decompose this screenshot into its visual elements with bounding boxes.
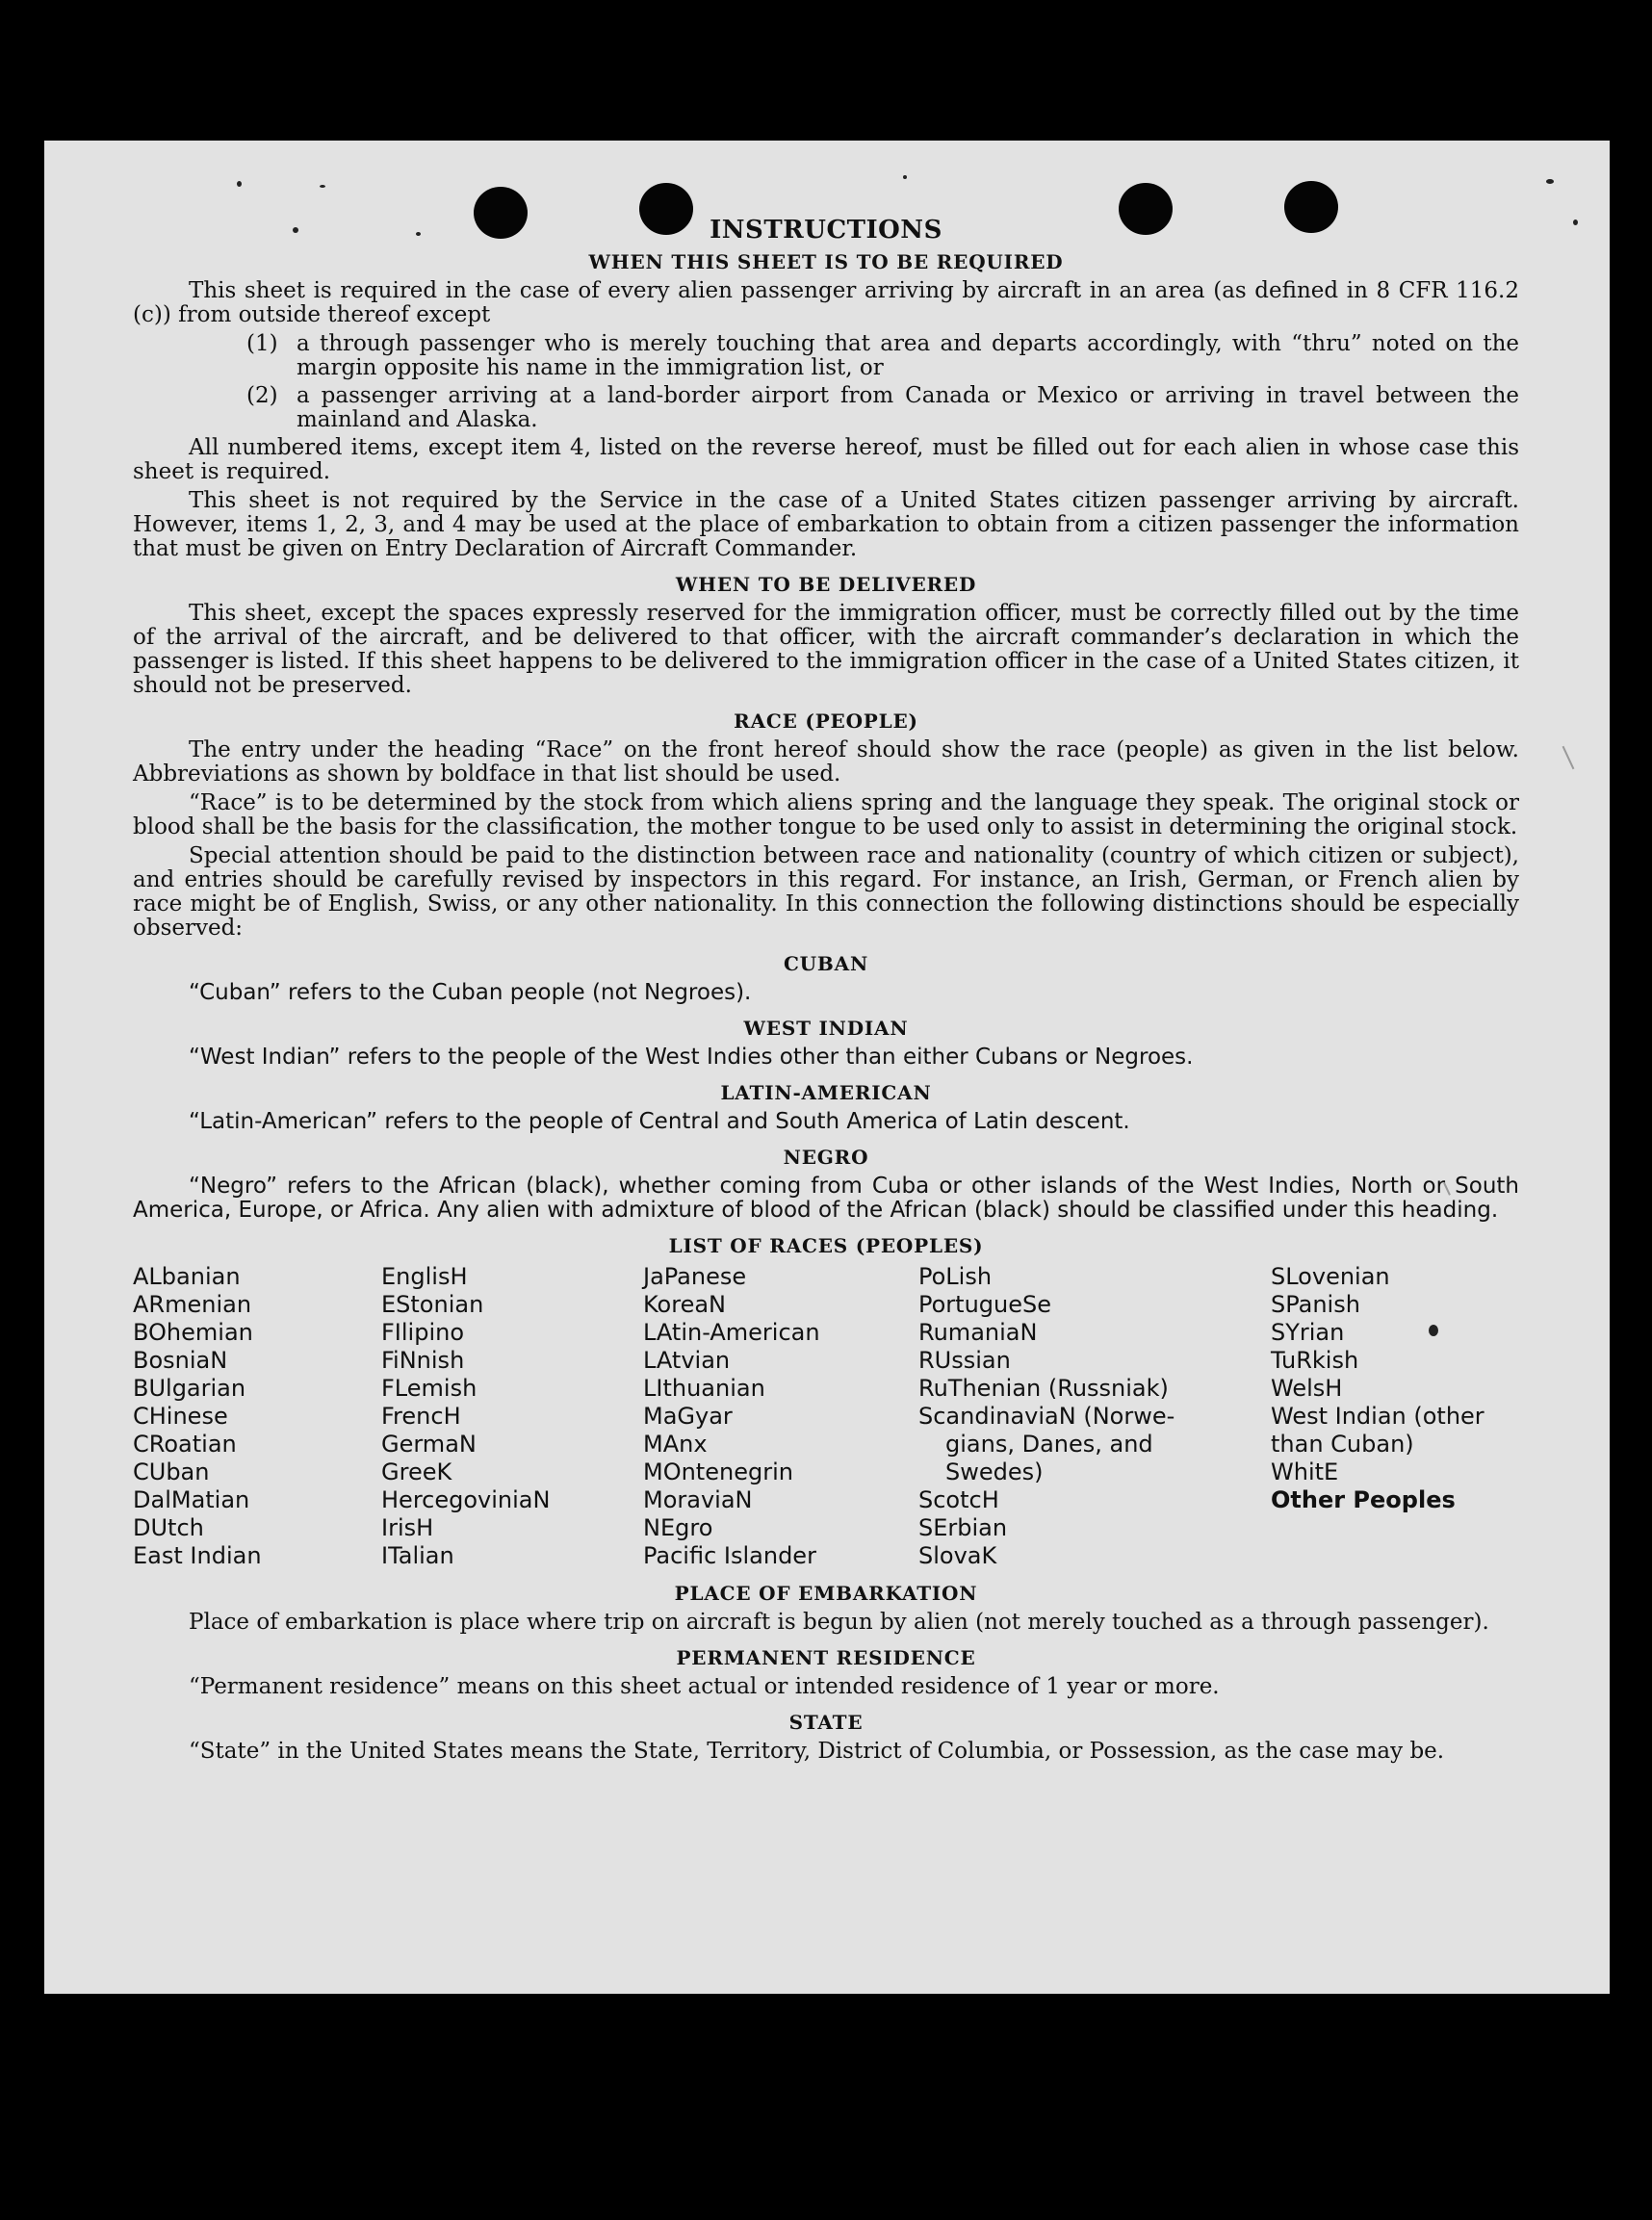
- race-entry: Pacific Islander: [643, 1542, 816, 1569]
- race-entry: MoraviaN: [643, 1486, 753, 1513]
- race-entry: LAtvian: [643, 1347, 731, 1374]
- race-column: [918, 1263, 1271, 1570]
- race-entry: PortugueSe: [918, 1291, 1051, 1318]
- race-entry: WhitE: [1271, 1458, 1339, 1485]
- definition: “Latin-American” refers to the people of Central and South America of Latin descent.: [189, 1109, 1130, 1134]
- speck: [1573, 219, 1578, 225]
- race-entry: ALbanian: [133, 1263, 241, 1290]
- section-heading: LIST OF RACES (PEOPLES): [668, 1234, 984, 1257]
- race-entry: FrencH: [381, 1403, 461, 1430]
- section-heading: STATE: [788, 1711, 864, 1734]
- race-entry: BUlgarian: [133, 1375, 246, 1402]
- race-entry: Swedes): [945, 1458, 1044, 1485]
- race-entry: ScandinaviaN (Norwe-: [918, 1403, 1175, 1430]
- section-heading: WHEN TO BE DELIVERED: [675, 573, 977, 596]
- page-title: INSTRUCTIONS: [710, 216, 942, 245]
- list-item: [246, 384, 1519, 432]
- race-entry: SPanish: [1271, 1291, 1360, 1318]
- paragraph: Special attention should be paid to the distinction between race and nationality (country of which citizen or subject), and entries should be carefully revised by inspectors in this regard. For instance, an Irish, German, or French alien by race might be of English, Swiss, or any other nationality. In this connection the following distinctions should be especially observed:: [133, 843, 1519, 941]
- streak: [1562, 746, 1575, 769]
- race-entry: than Cuban): [1271, 1431, 1414, 1458]
- race-entry: EStonian: [381, 1291, 484, 1318]
- item-number: (1): [246, 331, 278, 356]
- paragraph: “Permanent residence” means on this sheet actual or intended residence of 1 year or more.: [189, 1674, 1220, 1699]
- race-entry: ITalian: [381, 1542, 454, 1569]
- race-entry: GreeK: [381, 1458, 452, 1485]
- race-entry: JaPanese: [643, 1263, 747, 1290]
- race-column: [381, 1263, 643, 1570]
- section-heading: PERMANENT RESIDENCE: [676, 1646, 976, 1669]
- race-entry: ScotcH: [918, 1486, 999, 1513]
- race-entry: SLovenian: [1271, 1263, 1390, 1290]
- section-heading: WEST INDIAN: [743, 1017, 909, 1040]
- paragraph: This sheet is not required by the Service in the case of a United States citizen passenger arriving by aircraft. However, items 1, 2, 3, and 4 may be used at the place of embarkation to obtain from a citizen passenger the information that must be given on Entry Declaration of Aircraft Commander.: [133, 488, 1519, 561]
- race-entry: RUssian: [918, 1347, 1011, 1374]
- paragraph: This sheet is required in the case of every alien passenger arriving by aircraft in an area (as defined in 8 CFR 116.2 (c)) from outside thereof except: [133, 278, 1519, 327]
- race-entry: ARmenian: [133, 1291, 252, 1318]
- section-heading: PLACE OF EMBARKATION: [674, 1582, 978, 1605]
- race-entry: SlovaK: [918, 1542, 997, 1569]
- race-entry: PoLish: [918, 1263, 993, 1290]
- definition: “West Indian” refers to the people of the West Indies other than either Cubans or Negroes.: [189, 1045, 1194, 1070]
- section-heading: LATIN-AMERICAN: [720, 1081, 932, 1104]
- race-entry: NEgro: [643, 1514, 713, 1541]
- race-entry: Other Peoples: [1271, 1486, 1456, 1513]
- race-entry: DalMatian: [133, 1486, 250, 1513]
- race-entry: RuThenian (Russniak): [918, 1375, 1169, 1402]
- paragraph: The entry under the heading “Race” on the front hereof should show the race (people) as given in the list below. Abbreviations as shown by boldface in that list should be used.: [133, 737, 1519, 787]
- race-entry: KoreaN: [643, 1291, 726, 1318]
- definition: “Cuban” refers to the Cuban people (not Negroes).: [189, 980, 752, 1005]
- paragraph: “State” in the United States means the State, Territory, District of Columbia, or Possession, as the case may be.: [189, 1739, 1445, 1764]
- race-column: [643, 1263, 918, 1570]
- race-entry: GermaN: [381, 1431, 477, 1458]
- race-entry: FiNnish: [381, 1347, 465, 1374]
- race-entry: MOntenegrin: [643, 1458, 793, 1485]
- list-item: [246, 332, 1519, 380]
- section-heading: CUBAN: [783, 952, 869, 975]
- race-entry: IrisH: [381, 1514, 434, 1541]
- race-entry: SErbian: [918, 1514, 1008, 1541]
- item-text: a through passenger who is merely touching that area and departs accordingly, with “thru” noted on the margin opposite his name in the immigration list, or: [297, 331, 1519, 380]
- race-column: [1271, 1263, 1519, 1570]
- race-entry: RumaniaN: [918, 1319, 1038, 1346]
- item-text: a passenger arriving at a land-border airport from Canada or Mexico or arriving in travel between the mainland and Alaska.: [297, 383, 1519, 432]
- speck: [320, 185, 325, 188]
- paragraph: This sheet, except the spaces expressly reserved for the immigration officer, must be correctly filled out by the time of the arrival of the aircraft, and be delivered to that officer, with the aircraft commander’s declaration in which the passenger is listed. If this sheet happens to be delivered to the immigration officer in the case of a United States citizen, it should not be preserved.: [133, 601, 1519, 698]
- race-entry: SYrian: [1271, 1319, 1345, 1346]
- speck: [237, 181, 242, 187]
- race-entry: gians, Danes, and: [945, 1431, 1153, 1458]
- race-entry: WelsH: [1271, 1375, 1343, 1402]
- race-entry: DUtch: [133, 1514, 204, 1541]
- race-entry: LIthuanian: [643, 1375, 765, 1402]
- race-entry: LAtin-American: [643, 1319, 820, 1346]
- race-entry: MAnx: [643, 1431, 708, 1458]
- race-entry: EnglisH: [381, 1263, 468, 1290]
- section-heading: NEGRO: [783, 1146, 869, 1169]
- race-entry: FLemish: [381, 1375, 478, 1402]
- race-entry: West Indian (other: [1271, 1403, 1484, 1430]
- definition: “Negro” refers to the African (black), whether coming from Cuba or other islands of the West Indies, North or South America, Europe, or Africa. Any alien with admixture of blood of the African (black) should be classified under this heading.: [133, 1174, 1519, 1223]
- race-entry: TuRkish: [1271, 1347, 1359, 1374]
- race-entry: CUban: [133, 1458, 210, 1485]
- document-page: [44, 141, 1610, 1994]
- paragraph: “Race” is to be determined by the stock from which aliens spring and the language they speak. The original stock or blood shall be the basis for the classification, the mother tongue to be used only to assist in determining the original stock.: [133, 790, 1519, 839]
- item-number: (2): [246, 383, 278, 408]
- race-entry: CHinese: [133, 1403, 228, 1430]
- race-column: [133, 1263, 381, 1570]
- race-entry: CRoatian: [133, 1431, 237, 1458]
- race-list: [133, 1263, 1519, 1570]
- speck: [903, 175, 907, 179]
- paragraph: Place of embarkation is place where trip on aircraft is begun by alien (not merely touched as a through passenger).: [189, 1610, 1489, 1635]
- section-heading: RACE (PEOPLE): [734, 710, 918, 733]
- speck: [1546, 179, 1554, 184]
- section-heading: WHEN THIS SHEET IS TO BE REQUIRED: [588, 250, 1064, 273]
- instructions-text: [133, 216, 1519, 1768]
- race-entry: HercegoviniaN: [381, 1486, 551, 1513]
- race-entry: BosniaN: [133, 1347, 228, 1374]
- race-entry: MaGyar: [643, 1403, 733, 1430]
- race-entry: BOhemian: [133, 1319, 253, 1346]
- race-entry: East Indian: [133, 1542, 262, 1569]
- paragraph: All numbered items, except item 4, listed on the reverse hereof, must be filled out for each alien in whose case this sheet is required.: [133, 435, 1519, 484]
- race-entry: FIlipino: [381, 1319, 465, 1346]
